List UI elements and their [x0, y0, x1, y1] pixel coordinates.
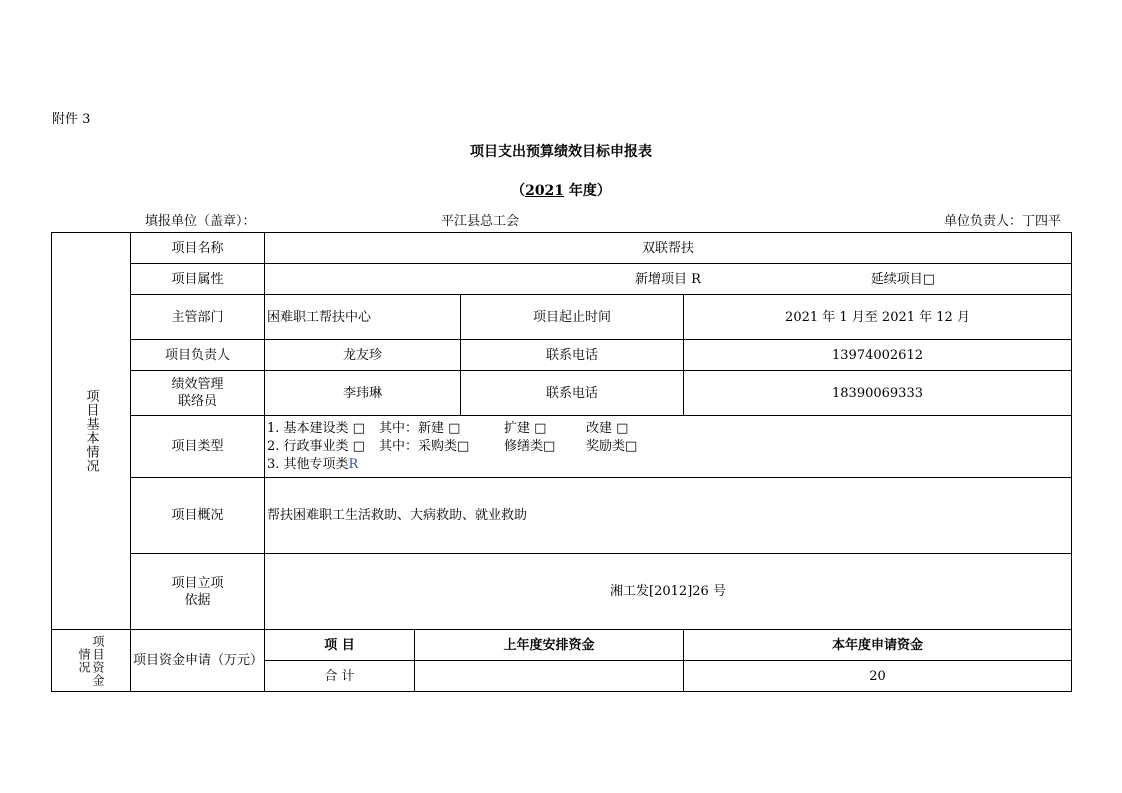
overview-label: 项目概况: [131, 478, 265, 554]
total-last-year: [415, 661, 684, 692]
project-attribute-label: 项目属性: [131, 264, 265, 295]
attribute-continue: 延续项目□: [870, 271, 936, 287]
perf-phone-value: 18390069333: [684, 371, 1072, 416]
form-year: （2021 年度）: [511, 183, 611, 199]
project-attribute-value: [265, 264, 1072, 295]
leader-phone-label: 联系电话: [461, 340, 684, 371]
type-line-1: 1. 基本建设类 □ 其中：新建 □ 扩建 □ 改建 □: [267, 420, 629, 436]
perf-contact-value: 李玮琳: [265, 371, 461, 416]
reporting-unit-name: 平江县总工会: [441, 214, 520, 229]
total-label: 合 计: [265, 661, 415, 692]
project-type-options: [265, 416, 1072, 478]
type-other-mark: R: [348, 456, 359, 472]
period-label: 项目起止时间: [461, 295, 684, 340]
leader-phone-value: 13974002612: [684, 340, 1072, 371]
form-title: 项目支出预算绩效目标申报表: [470, 144, 652, 160]
funds-apply-label: 项目资金申请（万元）: [131, 630, 265, 692]
reporting-unit-label: 填报单位（盖章）：: [145, 214, 256, 229]
attachment-label: 附件 3: [52, 112, 91, 127]
period-value: 2021 年 1 月至 2021 年 12 月: [684, 295, 1072, 340]
dept-value: 困难职工帮扶中心: [265, 295, 461, 340]
total-this-year: 20: [684, 661, 1072, 692]
perf-phone-label: 联系电话: [461, 371, 684, 416]
year-value: 2021: [525, 183, 565, 199]
col-this-year-header: 本年度申请资金: [684, 630, 1072, 661]
col-last-year-header: 上年度安排资金: [415, 630, 684, 661]
col-item-header: 项 目: [265, 630, 415, 661]
basis-label: 项目立项 依据: [131, 554, 265, 630]
type-line-3: 3. 其他专项类R: [267, 456, 359, 472]
leader-label: 项目负责人: [131, 340, 265, 371]
dept-label: 主管部门: [131, 295, 265, 340]
project-name-value: 双联帮扶: [265, 233, 1072, 264]
section-basic-info: 项目基本情况: [52, 233, 131, 630]
overview-value: 帮扶困难职工生活救助、大病救助、就业救助: [265, 478, 1072, 554]
perf-contact-label: 绩效管理 联络员: [131, 371, 265, 416]
unit-leader: 单位负责人：丁四平: [944, 214, 1062, 229]
budget-form-table: [51, 232, 1072, 692]
project-type-label: 项目类型: [131, 416, 265, 478]
type-line-2: 2. 行政事业类 □ 其中：采购类□ 修缮类□ 奖励类□: [267, 438, 638, 454]
basis-value: 湘工发[2012]26 号: [265, 554, 1072, 630]
section-funds: 项目资金情况: [52, 630, 131, 692]
leader-value: 龙友珍: [265, 340, 461, 371]
project-name-label: 项目名称: [131, 233, 265, 264]
attribute-new: 新增项目 R: [635, 271, 701, 287]
